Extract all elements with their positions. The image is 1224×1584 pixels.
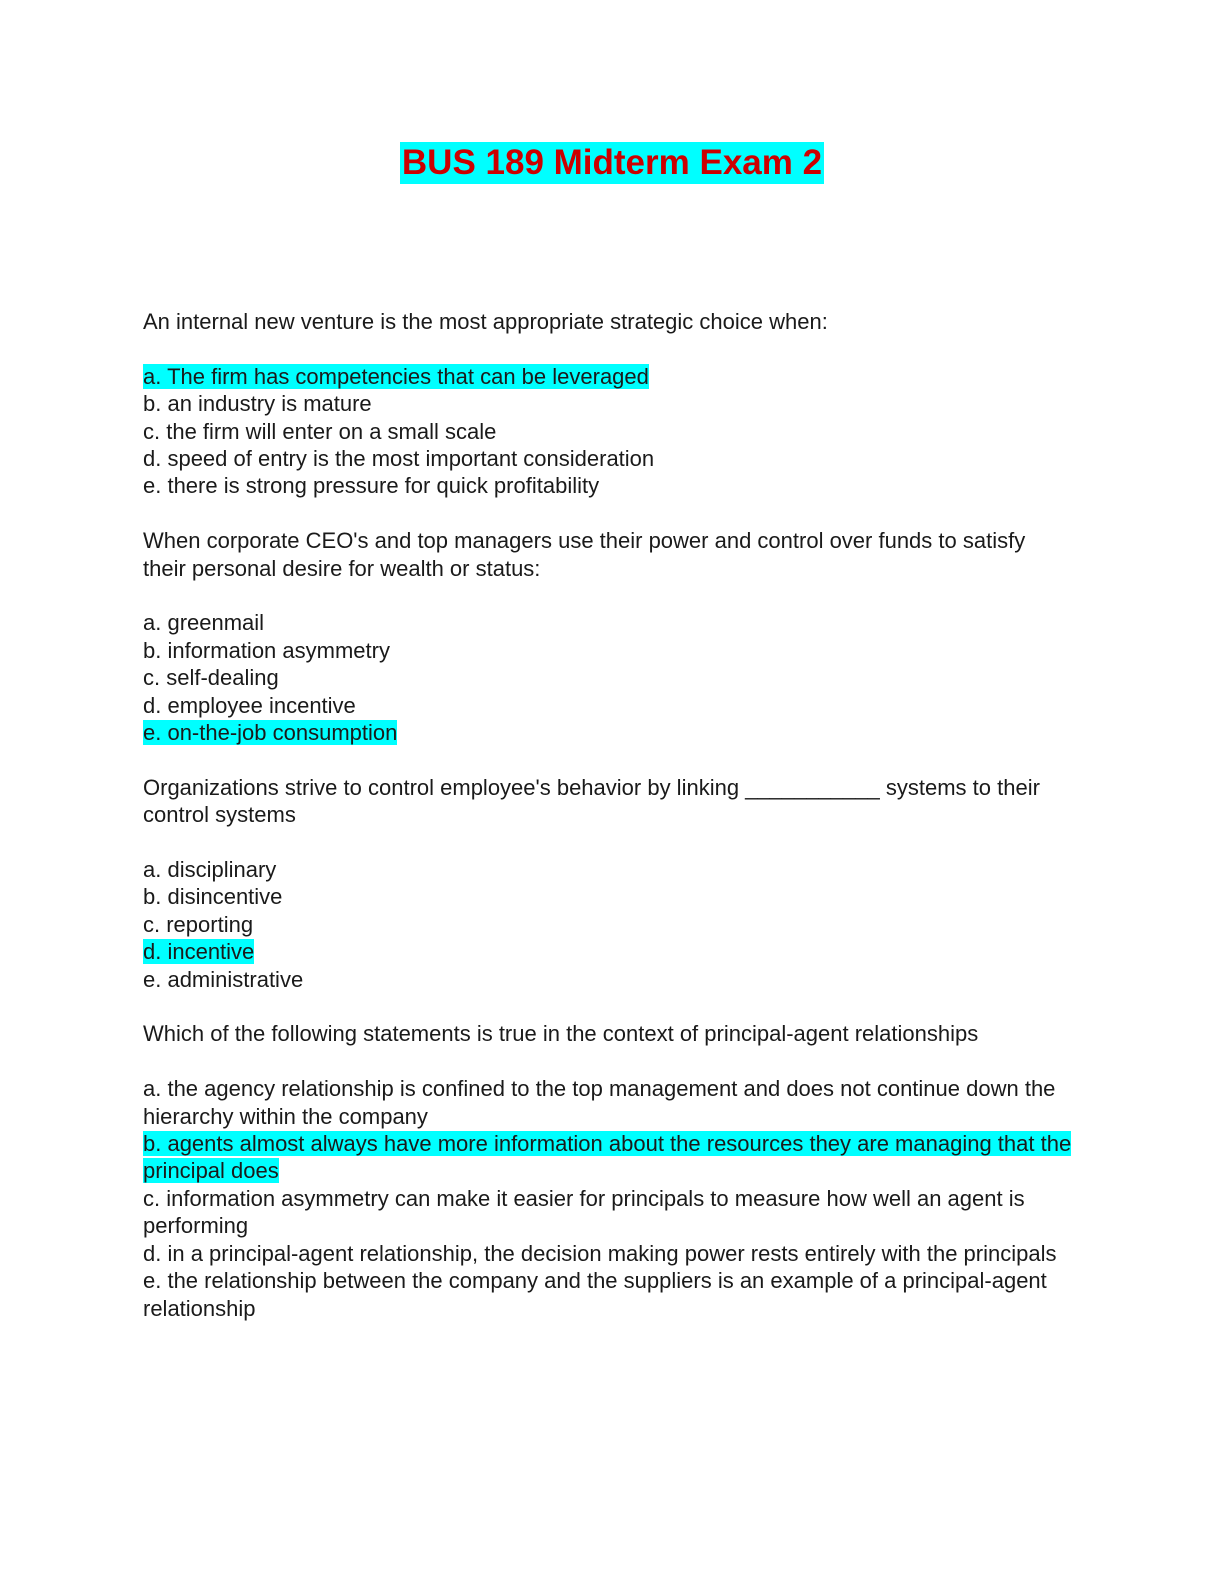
highlighted-answer: d. incentive: [143, 939, 255, 965]
answer-option: e. the relationship between the company and the suppliers is an example of a principal-agent relationship: [143, 1268, 1047, 1321]
exam-content: [143, 308, 1073, 1349]
answer-option: c. reporting: [143, 911, 254, 937]
highlighted-answer: e. on-the-job consumption: [143, 720, 398, 746]
highlighted-answer: a. The firm has competencies that can be leveraged: [143, 363, 649, 389]
answer-option: [143, 363, 1073, 390]
title-container: [0, 142, 1224, 184]
answer-option: [143, 1130, 1073, 1185]
answer-option: [143, 719, 1073, 746]
answer-options: [143, 609, 1073, 746]
question-block: [143, 1020, 1073, 1321]
answer-option: a. the agency relationship is confined to the top management and does not continue down the hierarchy within the company: [143, 1076, 1056, 1129]
answer-option: b. disincentive: [143, 884, 283, 910]
answer-option: d. speed of entry is the most important consideration: [143, 446, 655, 472]
answer-option: c. the firm will enter on a small scale: [143, 418, 497, 444]
document-title: BUS 189 Midterm Exam 2: [401, 143, 823, 182]
answer-option: c. information asymmetry can make it easier for principals to measure how well an agent is performing: [143, 1185, 1025, 1239]
answer-option: d. employee incentive: [143, 692, 356, 718]
answer-options: [143, 856, 1073, 993]
answer-options: [143, 363, 1073, 500]
answer-options: [143, 1075, 1073, 1322]
answer-option: [143, 938, 1073, 965]
answer-option: b. information asymmetry: [143, 637, 390, 663]
question-block: [143, 308, 1073, 500]
answer-option: b. an industry is mature: [143, 391, 372, 417]
answer-option: d. in a principal-agent relationship, the decision making power rests entirely with the principals: [143, 1240, 1057, 1266]
answer-option: a. disciplinary: [143, 857, 277, 883]
answer-option: e. administrative: [143, 966, 304, 992]
question-prompt: Which of the following statements is true in the context of principal-agent relationships: [143, 1021, 979, 1047]
answer-option: c. self-dealing: [143, 665, 279, 691]
question-block: [143, 527, 1073, 746]
answer-option: e. there is strong pressure for quick profitability: [143, 473, 600, 499]
question-prompt: When corporate CEO's and top managers use their power and control over funds to satisfy their personal desire for wealth or status:: [143, 528, 1026, 581]
question-prompt: Organizations strive to control employee's behavior by linking ___________ systems to their control systems: [143, 774, 1040, 828]
question-prompt: An internal new venture is the most appropriate strategic choice when:: [143, 309, 828, 334]
highlighted-answer: b. agents almost always have more information about the resources they are managing that the principal does: [143, 1131, 1072, 1184]
answer-option: a. greenmail: [143, 610, 265, 636]
question-block: [143, 774, 1073, 993]
